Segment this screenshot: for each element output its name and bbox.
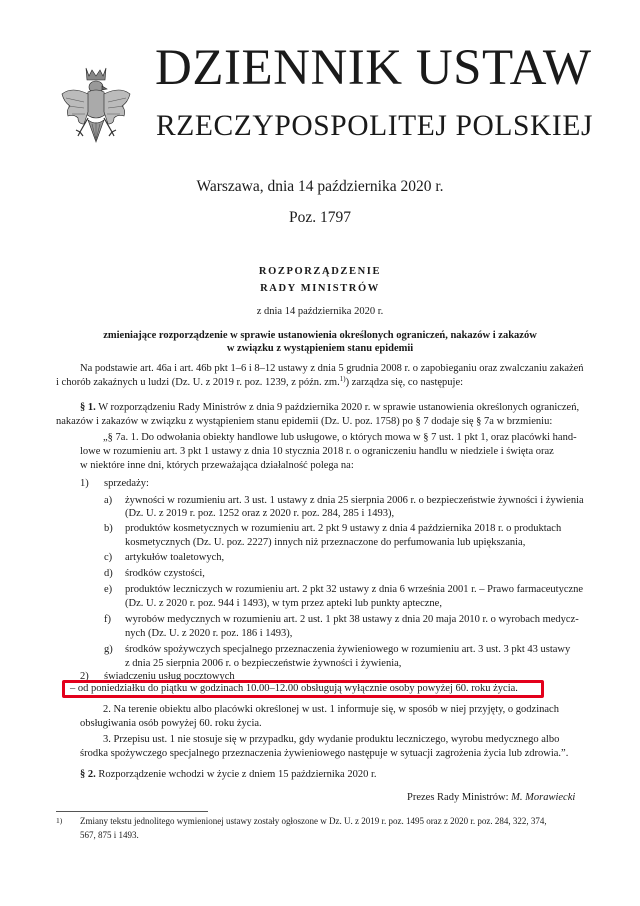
subpoint-letter: a) <box>104 495 113 506</box>
subpoint-line-2: kosmetycznych (Dz. U. poz. 2227) innych niż przeznaczone do perfumowania lub upiększania, <box>125 537 526 548</box>
paragraph-2 <box>80 768 377 782</box>
quote-line-3: w niektóre inne dni, których przeważająca działalność polega na: <box>80 460 354 471</box>
footnote-mark: 1) <box>56 816 63 825</box>
subpoint-line-1: środków spożywczych specjalnego przeznaczenia żywieniowego w rozumieniu art. 3 ust. 3 pkt 43 ustawy <box>125 644 571 655</box>
subpoint-line-2: z dnia 25 sierpnia 2006 r. o bezpieczeństwie żywności i żywienia, <box>125 658 402 669</box>
paragraph-1-text-1: W rozporządzeniu Rady Ministrów z dnia 9 października 2020 r. w sprawie ustanowienia określonych ograniczeń, <box>98 402 580 413</box>
section-2-line-1: 2. Na terenie obiektu albo placówki określonej w ust. 1 informuje się, w sposób w niej przyjęty, o godzinach <box>103 704 559 715</box>
subpoint-line-1: żywności w rozumieniu art. 3 ust. 1 ustawy z dnia 25 sierpnia 2006 r. o bezpieczeństwie żywności i żywienia <box>125 495 584 506</box>
signature <box>407 791 575 805</box>
position-number: Poz. 1797 <box>289 209 351 226</box>
journal-title: DZIENNIK USTAW <box>155 40 592 96</box>
subpoint-letter: f) <box>104 614 111 625</box>
subpoint-line-2: (Dz. U. z 2019 r. poz. 1252 oraz z 2020 r. poz. 284, 285 i 1493), <box>125 508 395 519</box>
paragraph-1-line-2: nakazów i zakazów w związku z wystąpieniem stanu epidemii (Dz. U. poz. 1758) po § 7 dodaje się § 7a w brzmieniu: <box>56 416 553 427</box>
section-3-line-2: środka spożywczego specjalnego przeznaczenia żywieniowego następuje w sytuacji zagrożenia życia lub zdrowia.”. <box>80 748 569 759</box>
subpoint-letter: b) <box>104 523 113 534</box>
act-issuer: RADY MINISTRÓW <box>260 283 380 294</box>
act-type: ROZPORZĄDZENIE <box>258 266 382 277</box>
section-3-line-1: 3. Przepisu ust. 1 nie stosuje się w przypadku, gdy wydanie produktu leczniczego, wyrobu medycznego albo <box>103 734 560 745</box>
footnote-reference: 1) <box>339 375 346 383</box>
issue-dateline: Warszawa, dnia 14 października 2020 r. <box>196 178 444 195</box>
point-1-number: 1) <box>80 478 89 489</box>
subpoint-line-1: produktów leczniczych w rozumieniu art. 2 pkt 32 ustawy z dnia 6 września 2001 r. – Prawo farmaceutyczne <box>125 584 584 595</box>
paragraph-1-line-1 <box>80 401 579 415</box>
quote-line-1: „§ 7a. 1. Do odwołania obiekty handlowe lub usługowe, o których mowa w § 7 ust. 1 pkt 1, oraz placówki hand- <box>103 432 577 443</box>
subpoint-line-1: artykułów toaletowych, <box>125 552 225 563</box>
footnote-separator <box>56 811 208 812</box>
journal-subtitle: RZECZYPOSPOLITEJ POLSKIEJ <box>156 110 594 142</box>
preamble-line-1: Na podstawie art. 46a i art. 46b pkt 1–6 i 8–12 ustawy z dnia 5 grudnia 2008 r. o zapobieganiu oraz zwalczaniu zakażeń <box>80 363 584 374</box>
subpoint-line-1: produktów kosmetycznych w rozumieniu art. 2 pkt 9 ustawy z dnia 4 października 2018 r. o produktach <box>125 523 562 534</box>
paragraph-1-number: § 1. <box>80 402 96 413</box>
preamble-line-2-end: ) zarządza się, co następuje: <box>345 377 464 388</box>
section-2-line-2: obsługiwania osób powyżej 60. roku życia. <box>80 718 262 729</box>
subpoint-line-1: wyrobów medycznych w rozumieniu art. 2 ust. 1 pkt 38 ustawy z dnia 20 maja 2010 r. o wyrobach medycz- <box>125 614 579 625</box>
act-date: z dnia 14 października 2020 r. <box>256 306 384 317</box>
subpoint-letter: e) <box>104 584 113 595</box>
footnote-line-2: 567, 875 i 1493. <box>80 830 139 840</box>
subpoint-line-1: środków czystości, <box>125 568 205 579</box>
point-2-text: świadczeniu usług pocztowych <box>104 671 235 682</box>
signature-name: M. Morawiecki <box>511 792 576 803</box>
signature-role: Prezes Rady Ministrów: <box>407 792 509 803</box>
subpoint-letter: g) <box>104 644 113 655</box>
act-subject-line-1: zmieniające rozporządzenie w sprawie ustanowienia określonych ograniczeń, nakazów i zakazów <box>103 330 537 341</box>
point-2-number: 2) <box>80 671 89 682</box>
paragraph-2-text: Rozporządzenie wchodzi w życie z dniem 15 października 2020 r. <box>98 769 377 780</box>
eagle-emblem-icon <box>58 62 134 154</box>
point-1-text: sprzedaży: <box>104 478 149 489</box>
quote-line-2: lowe w rozumieniu art. 3 pkt 1 ustawy z dnia 10 stycznia 2018 r. o ograniczeniu handlu w niedziele i święta oraz <box>80 446 554 457</box>
preamble-line-2-start: i chorób zakaźnych u ludzi (Dz. U. z 2019 r. poz. 1239, z późn. zm. <box>56 377 340 388</box>
subpoint-letter: c) <box>104 552 113 563</box>
act-subject-line-2: w związku z wystąpieniem stanu epidemii <box>226 343 414 354</box>
paragraph-2-number: § 2. <box>80 769 96 780</box>
subpoint-line-2: (Dz. U. z 2020 r. poz. 944 i 1493), w tym przez apteki lub punkty apteczne, <box>125 598 442 609</box>
subpoint-line-2: nych (Dz. U. z 2020 r. poz. 186 i 1493), <box>125 628 293 639</box>
subpoint-letter: d) <box>104 568 113 579</box>
footnote-line-1: Zmiany tekstu jednolitego wymienionej ustawy zostały ogłoszone w Dz. U. z 2019 r. poz. 1495 oraz z 2020 r. poz. 284, 322, 374, <box>80 816 547 826</box>
highlighted-sentence: – od poniedziałku do piątku w godzinach 10.00–12.00 obsługują wyłącznie osoby powyżej 60. roku życia. <box>70 683 518 694</box>
preamble-line-2 <box>56 376 463 390</box>
